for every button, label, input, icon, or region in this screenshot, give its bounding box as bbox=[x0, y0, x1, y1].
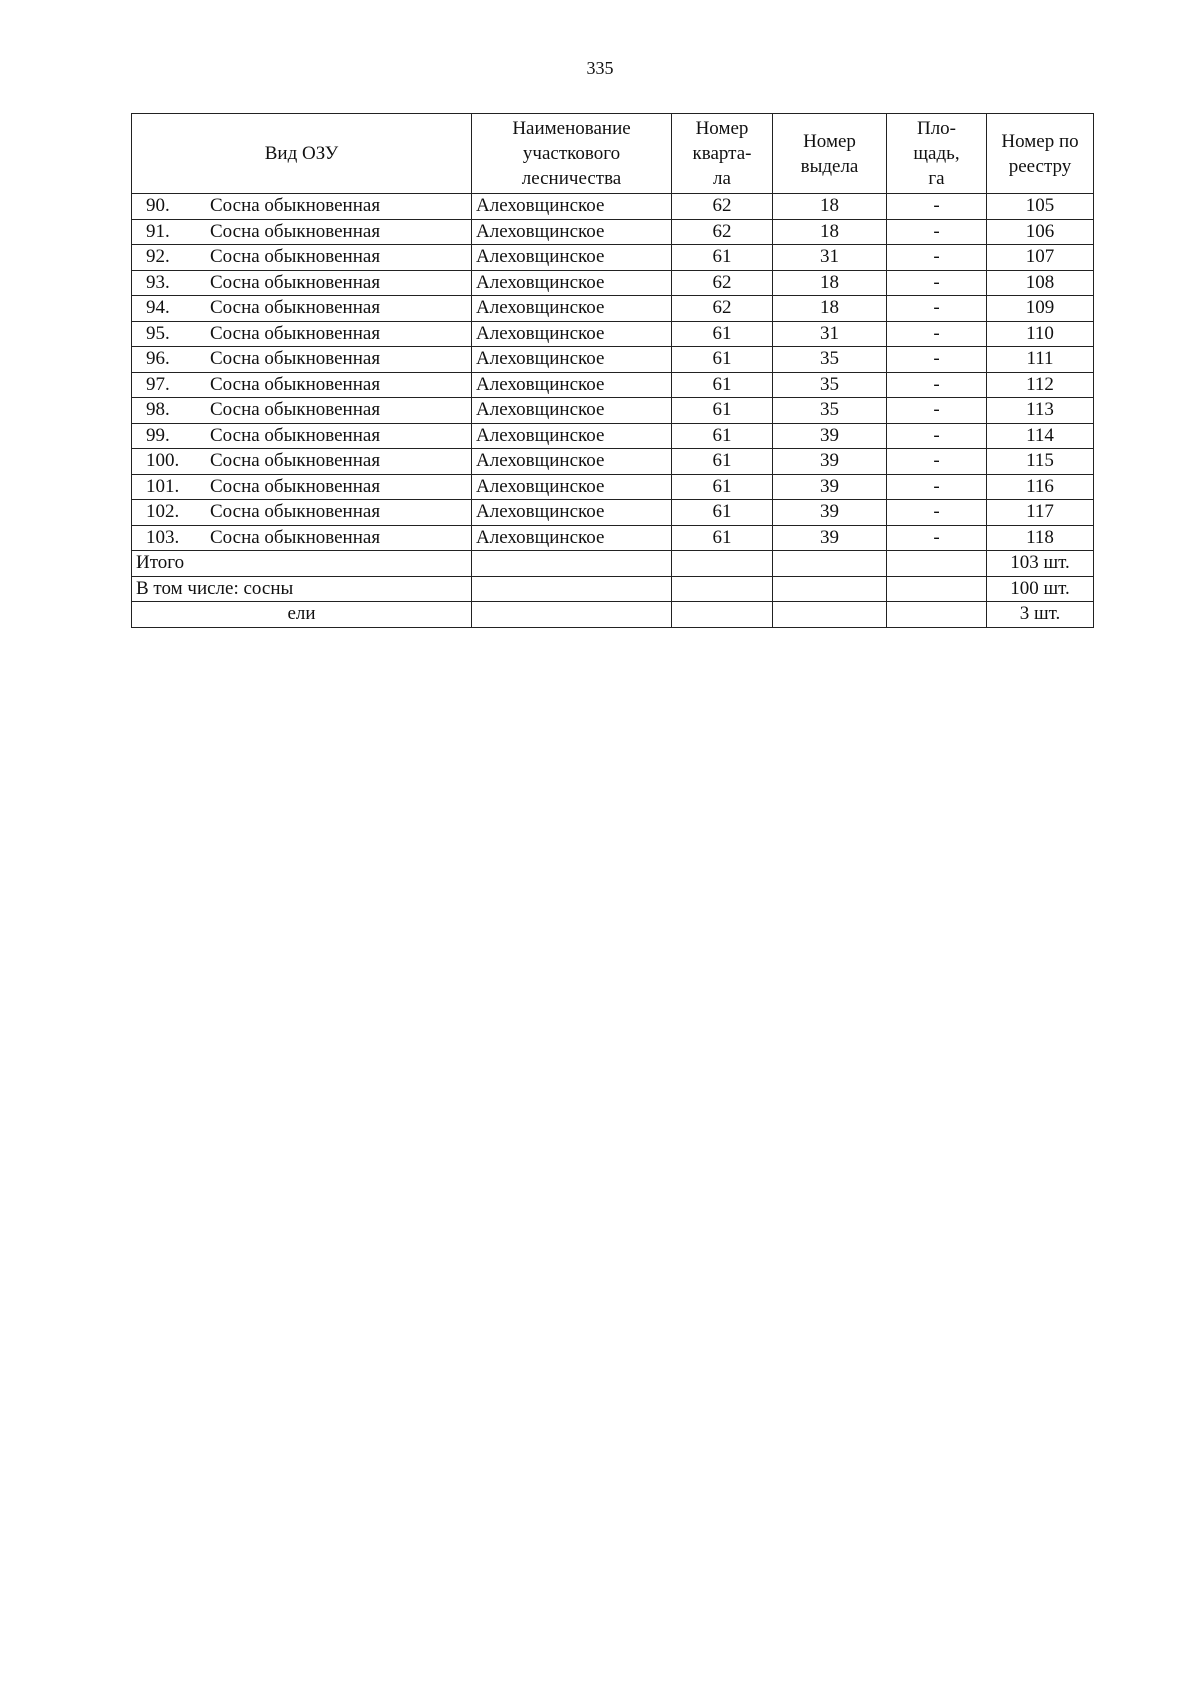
cell-area: - bbox=[887, 372, 987, 398]
header-row bbox=[132, 114, 1094, 194]
cell-area: - bbox=[887, 347, 987, 373]
table-row bbox=[132, 449, 1094, 475]
cell-allotment: 35 bbox=[773, 398, 887, 424]
header-area-line: га bbox=[928, 168, 945, 189]
row-number: 100. bbox=[146, 450, 180, 472]
summary-empty-cell bbox=[472, 576, 672, 602]
cell-kind bbox=[132, 500, 472, 526]
summary-empty-cell bbox=[672, 551, 773, 577]
cell-quarter: 62 bbox=[672, 296, 773, 322]
cell-forestry: Алеховщинское bbox=[472, 347, 672, 373]
summary-value: 100 шт. bbox=[987, 576, 1094, 602]
species-name: Сосна обыкновенная bbox=[210, 271, 381, 293]
row-number: 91. bbox=[146, 220, 170, 242]
registry-table bbox=[131, 113, 1094, 628]
species-name: Сосна обыкновенная bbox=[210, 220, 381, 242]
cell-forestry: Алеховщинское bbox=[472, 296, 672, 322]
cell-registry: 107 bbox=[987, 245, 1094, 271]
species-name: Сосна обыкновенная bbox=[210, 526, 381, 548]
cell-kind bbox=[132, 474, 472, 500]
table-row bbox=[132, 219, 1094, 245]
cell-forestry: Алеховщинское bbox=[472, 500, 672, 526]
header-forestry-line: лесничества bbox=[521, 168, 622, 189]
summary-empty-cell bbox=[887, 576, 987, 602]
cell-area: - bbox=[887, 194, 987, 220]
cell-kind bbox=[132, 449, 472, 475]
species-name: Сосна обыкновенная bbox=[210, 246, 381, 268]
row-number: 92. bbox=[146, 246, 170, 268]
table-body bbox=[132, 194, 1094, 628]
summary-label: Итого bbox=[132, 551, 472, 577]
species-name: Сосна обыкновенная bbox=[210, 424, 381, 446]
row-number: 103. bbox=[146, 526, 180, 548]
cell-forestry: Алеховщинское bbox=[472, 474, 672, 500]
summary-label: ели bbox=[132, 602, 472, 628]
summary-empty-cell bbox=[672, 602, 773, 628]
cell-kind bbox=[132, 347, 472, 373]
cell-quarter: 61 bbox=[672, 525, 773, 551]
cell-forestry: Алеховщинское bbox=[472, 525, 672, 551]
cell-area: - bbox=[887, 321, 987, 347]
cell-quarter: 62 bbox=[672, 194, 773, 220]
cell-registry: 112 bbox=[987, 372, 1094, 398]
cell-kind bbox=[132, 270, 472, 296]
cell-allotment: 39 bbox=[773, 449, 887, 475]
species-name: Сосна обыкновенная bbox=[210, 348, 381, 370]
summary-row bbox=[132, 551, 1094, 577]
page-number: 335 bbox=[586, 58, 614, 78]
cell-registry: 116 bbox=[987, 474, 1094, 500]
table-row bbox=[132, 194, 1094, 220]
cell-kind bbox=[132, 525, 472, 551]
cell-registry: 113 bbox=[987, 398, 1094, 424]
species-name: Сосна обыкновенная bbox=[210, 373, 381, 395]
cell-registry: 115 bbox=[987, 449, 1094, 475]
row-number: 102. bbox=[146, 501, 180, 523]
cell-kind bbox=[132, 296, 472, 322]
header-forestry-line: Наименование bbox=[512, 118, 631, 139]
cell-registry: 109 bbox=[987, 296, 1094, 322]
header-allotment-line: выдела bbox=[800, 155, 859, 177]
cell-registry: 117 bbox=[987, 500, 1094, 526]
cell-allotment: 18 bbox=[773, 194, 887, 220]
cell-allotment: 39 bbox=[773, 500, 887, 526]
summary-label: В том числе: сосны bbox=[132, 576, 472, 602]
row-number: 94. bbox=[146, 297, 170, 319]
cell-forestry: Алеховщинское bbox=[472, 219, 672, 245]
header-quarter bbox=[672, 114, 773, 194]
cell-quarter: 61 bbox=[672, 398, 773, 424]
header-quarter-line: кварта- bbox=[692, 143, 752, 164]
cell-area: - bbox=[887, 525, 987, 551]
row-number: 96. bbox=[146, 348, 170, 370]
cell-registry: 114 bbox=[987, 423, 1094, 449]
cell-forestry: Алеховщинское bbox=[472, 449, 672, 475]
cell-allotment: 35 bbox=[773, 347, 887, 373]
cell-area: - bbox=[887, 500, 987, 526]
header-forestry-line: участкового bbox=[522, 143, 621, 164]
summary-value: 3 шт. bbox=[987, 602, 1094, 628]
cell-registry: 108 bbox=[987, 270, 1094, 296]
summary-empty-cell bbox=[773, 551, 887, 577]
cell-quarter: 61 bbox=[672, 500, 773, 526]
cell-area: - bbox=[887, 449, 987, 475]
header-quarter-line: Номер bbox=[695, 118, 749, 139]
summary-value: 103 шт. bbox=[987, 551, 1094, 577]
cell-forestry: Алеховщинское bbox=[472, 372, 672, 398]
table-row bbox=[132, 372, 1094, 398]
row-number: 101. bbox=[146, 475, 180, 497]
cell-kind bbox=[132, 219, 472, 245]
cell-allotment: 35 bbox=[773, 372, 887, 398]
cell-quarter: 61 bbox=[672, 347, 773, 373]
cell-kind bbox=[132, 423, 472, 449]
cell-forestry: Алеховщинское bbox=[472, 245, 672, 271]
cell-area: - bbox=[887, 219, 987, 245]
cell-allotment: 18 bbox=[773, 219, 887, 245]
row-number: 99. bbox=[146, 424, 170, 446]
row-number: 90. bbox=[146, 195, 170, 217]
species-name: Сосна обыкновенная bbox=[210, 450, 381, 472]
table-row bbox=[132, 296, 1094, 322]
cell-kind bbox=[132, 194, 472, 220]
table-row bbox=[132, 500, 1094, 526]
cell-allotment: 39 bbox=[773, 423, 887, 449]
cell-forestry: Алеховщинское bbox=[472, 398, 672, 424]
summary-empty-cell bbox=[472, 551, 672, 577]
cell-area: - bbox=[887, 245, 987, 271]
species-name: Сосна обыкновенная bbox=[210, 475, 381, 497]
cell-allotment: 31 bbox=[773, 321, 887, 347]
row-number: 97. bbox=[146, 373, 170, 395]
cell-allotment: 18 bbox=[773, 296, 887, 322]
cell-area: - bbox=[887, 270, 987, 296]
cell-area: - bbox=[887, 398, 987, 424]
header-forestry bbox=[472, 114, 672, 194]
species-name: Сосна обыкновенная bbox=[210, 195, 381, 217]
header-allotment-line: Номер bbox=[803, 130, 856, 152]
header-registry-line: Номер по bbox=[1001, 130, 1079, 152]
row-number: 95. bbox=[146, 322, 170, 344]
cell-quarter: 61 bbox=[672, 474, 773, 500]
cell-allotment: 39 bbox=[773, 525, 887, 551]
cell-area: - bbox=[887, 296, 987, 322]
cell-registry: 118 bbox=[987, 525, 1094, 551]
species-name: Сосна обыкновенная bbox=[210, 322, 381, 344]
table-row bbox=[132, 423, 1094, 449]
cell-kind bbox=[132, 372, 472, 398]
cell-kind bbox=[132, 245, 472, 271]
table-row bbox=[132, 474, 1094, 500]
summary-empty-cell bbox=[773, 602, 887, 628]
cell-quarter: 61 bbox=[672, 321, 773, 347]
cell-registry: 111 bbox=[987, 347, 1094, 373]
header-area bbox=[887, 114, 987, 194]
header-allotment bbox=[773, 114, 887, 194]
summary-empty-cell bbox=[472, 602, 672, 628]
summary-empty-cell bbox=[887, 551, 987, 577]
header-registry bbox=[987, 114, 1094, 194]
cell-kind bbox=[132, 398, 472, 424]
species-name: Сосна обыкновенная bbox=[210, 297, 381, 319]
table-row bbox=[132, 525, 1094, 551]
header-area-line: Пло- bbox=[916, 118, 957, 139]
cell-kind bbox=[132, 321, 472, 347]
summary-row bbox=[132, 602, 1094, 628]
table-header bbox=[132, 114, 1094, 194]
cell-registry: 110 bbox=[987, 321, 1094, 347]
header-quarter-line: ла bbox=[713, 168, 731, 189]
row-number: 98. bbox=[146, 399, 170, 421]
cell-allotment: 18 bbox=[773, 270, 887, 296]
cell-area: - bbox=[887, 423, 987, 449]
table-row bbox=[132, 347, 1094, 373]
cell-forestry: Алеховщинское bbox=[472, 321, 672, 347]
table-row bbox=[132, 245, 1094, 271]
cell-quarter: 62 bbox=[672, 270, 773, 296]
cell-quarter: 61 bbox=[672, 449, 773, 475]
cell-forestry: Алеховщинское bbox=[472, 423, 672, 449]
summary-empty-cell bbox=[773, 576, 887, 602]
table-row bbox=[132, 398, 1094, 424]
summary-empty-cell bbox=[672, 576, 773, 602]
cell-registry: 105 bbox=[987, 194, 1094, 220]
species-name: Сосна обыкновенная bbox=[210, 399, 381, 421]
header-area-line: щадь, bbox=[913, 143, 960, 164]
summary-empty-cell bbox=[887, 602, 987, 628]
cell-quarter: 61 bbox=[672, 372, 773, 398]
cell-forestry: Алеховщинское bbox=[472, 270, 672, 296]
row-number: 93. bbox=[146, 271, 170, 293]
species-name: Сосна обыкновенная bbox=[210, 501, 381, 523]
cell-quarter: 61 bbox=[672, 245, 773, 271]
cell-quarter: 62 bbox=[672, 219, 773, 245]
cell-area: - bbox=[887, 474, 987, 500]
table-row bbox=[132, 270, 1094, 296]
cell-allotment: 39 bbox=[773, 474, 887, 500]
table-row bbox=[132, 321, 1094, 347]
header-registry-line: реестру bbox=[1008, 155, 1072, 177]
header-kind-label: Вид ОЗУ bbox=[264, 143, 339, 164]
cell-registry: 106 bbox=[987, 219, 1094, 245]
cell-forestry: Алеховщинское bbox=[472, 194, 672, 220]
header-kind bbox=[132, 114, 472, 194]
cell-quarter: 61 bbox=[672, 423, 773, 449]
cell-allotment: 31 bbox=[773, 245, 887, 271]
summary-row bbox=[132, 576, 1094, 602]
